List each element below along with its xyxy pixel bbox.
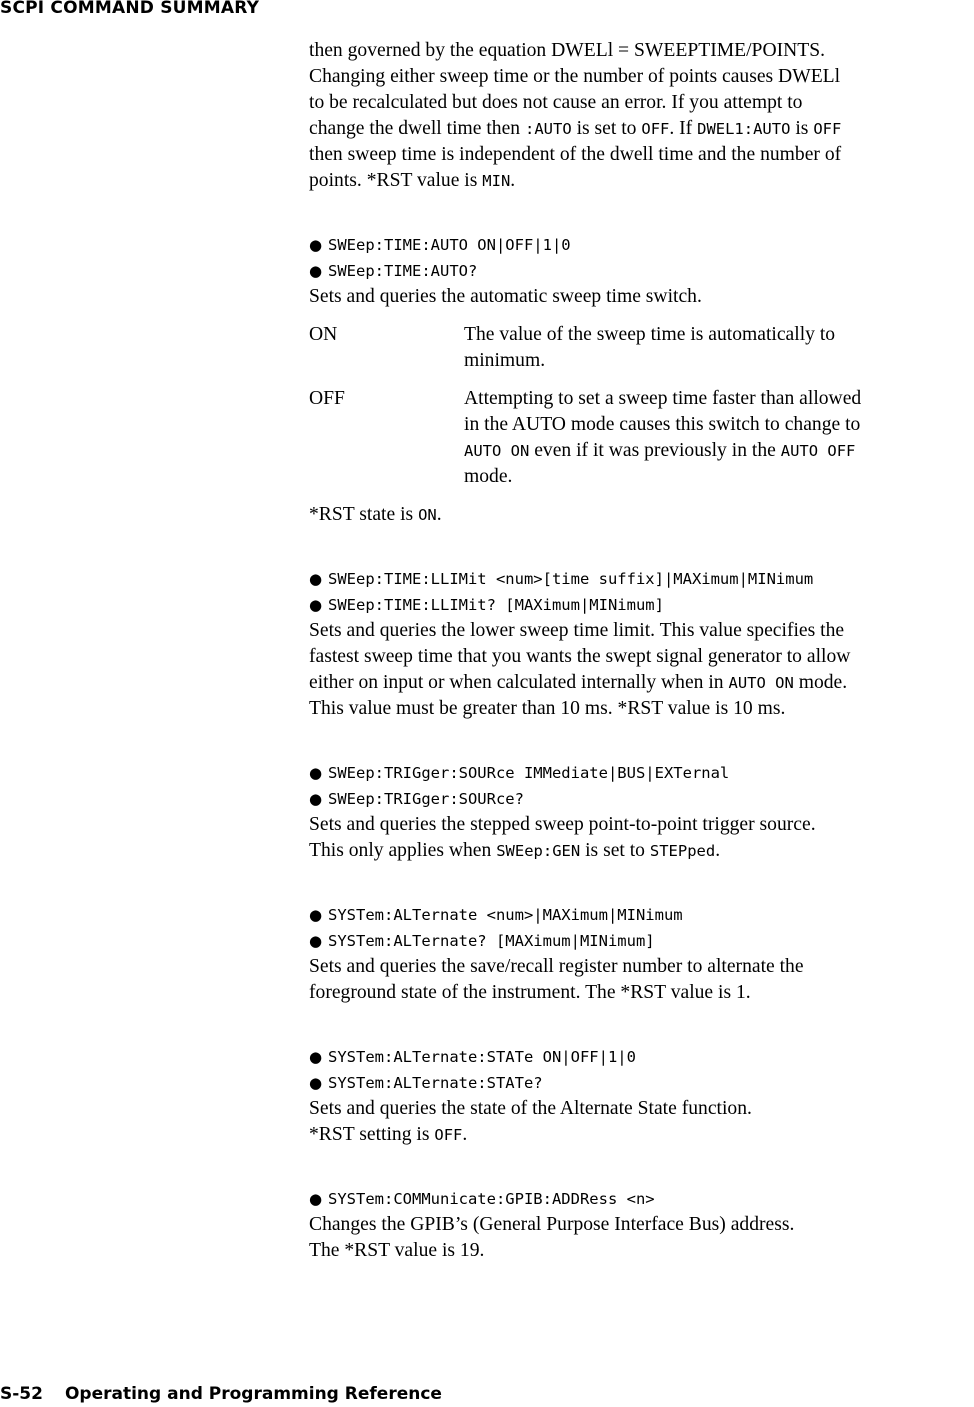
rst-line	[309, 502, 974, 528]
bullet-icon: ●	[309, 596, 323, 614]
text-line: minimum.	[464, 350, 546, 371]
section-system-gpib-address	[309, 1186, 974, 1264]
command-text: SYSTem:COMMunicate:GPIB:ADDRess <n>	[328, 1190, 655, 1208]
code-run: :AUTO	[525, 120, 572, 138]
command-text: SWEep:TIME:AUTO ON|OFF|1|0	[328, 236, 571, 254]
text-run: . If	[669, 118, 698, 139]
text-line	[309, 670, 974, 696]
command-line	[309, 1186, 974, 1212]
command-line	[309, 592, 974, 618]
code-run: MIN	[482, 172, 511, 190]
command-text: SWEep:TIME:AUTO?	[328, 262, 478, 280]
text-run: *RST state is	[309, 504, 419, 525]
description: Sets and queries the automatic sweep time switch.	[309, 286, 702, 307]
code-run: AUTO OFF	[780, 442, 856, 460]
section-system-alternate	[309, 902, 974, 1006]
command-line	[309, 566, 974, 592]
command-text: SWEep:TIME:LLIMit? [MAXimum|MINimum]	[328, 596, 664, 614]
text-run: mode.	[793, 672, 848, 693]
page-body	[309, 38, 974, 1264]
definition-term: ON	[309, 324, 338, 345]
text-run: is set to	[571, 118, 642, 139]
text-run: even if it was previously in the	[529, 440, 781, 461]
bullet-icon: ●	[309, 570, 323, 588]
text-line: foreground state of the instrument. The *RST value is 1.	[309, 982, 751, 1003]
text-run: .	[436, 504, 442, 525]
text-line: Changing either sweep time or the number of points causes DWELl	[309, 66, 841, 87]
text-line	[309, 1122, 974, 1148]
text-line: mode.	[464, 466, 513, 487]
text-run: points. *RST value is	[309, 170, 483, 191]
code-run: ON	[418, 506, 437, 524]
bullet-icon: ●	[309, 764, 323, 782]
command-text: SYSTem:ALTernate <num>|MAXimum|MINimum	[328, 906, 683, 924]
command-text: SWEep:TRIGger:SOURce?	[328, 790, 524, 808]
text-line: Attempting to set a sweep time faster than allowed	[464, 388, 862, 409]
text-line: then governed by the equation DWELl = SWEEPTIME/POINTS.	[309, 40, 826, 61]
bullet-icon: ●	[309, 932, 323, 950]
text-run: .	[510, 170, 516, 191]
command-line	[309, 258, 974, 284]
text-run: .	[715, 840, 721, 861]
text-line: Sets and queries the stepped sweep point-to-point trigger source.	[309, 814, 816, 835]
code-run: DWEL1:AUTO	[697, 120, 791, 138]
text-run: This only applies when	[309, 840, 497, 861]
command-line	[309, 786, 974, 812]
page-number: S-52	[0, 1384, 43, 1404]
text-run: change the dwell time then	[309, 118, 526, 139]
running-header: SCPI COMMAND SUMMARY	[0, 0, 260, 18]
section-sweep-trigger-source	[309, 760, 974, 864]
text-line	[464, 438, 974, 464]
section-sweep-time-llimit	[309, 566, 974, 722]
command-line	[309, 760, 974, 786]
command-text: SWEep:TRIGger:SOURce IMMediate|BUS|EXTernal	[328, 764, 730, 782]
bullet-icon: ●	[309, 1190, 323, 1208]
bullet-icon: ●	[309, 790, 323, 808]
code-run: OFF	[641, 120, 670, 138]
text-line: The value of the sweep time is automatically to	[464, 324, 836, 345]
text-line: The *RST value is 19.	[309, 1240, 485, 1261]
bullet-icon: ●	[309, 906, 323, 924]
text-line: then sweep time is independent of the dwell time and the number of	[309, 144, 842, 165]
text-run: *RST setting is	[309, 1124, 435, 1145]
code-run: OFF	[813, 120, 842, 138]
command-line	[309, 902, 974, 928]
text-line	[309, 838, 974, 864]
text-run: .	[462, 1124, 468, 1145]
text-line	[309, 116, 974, 142]
command-text: SYSTem:ALTernate:STATe?	[328, 1074, 543, 1092]
footer-title: Operating and Programming Reference	[64, 1384, 442, 1404]
text-run: is set to	[580, 840, 650, 861]
text-line: Sets and queries the lower sweep time limit. This value specifies the	[309, 620, 845, 641]
command-line	[309, 1044, 974, 1070]
bullet-icon: ●	[309, 1074, 323, 1092]
command-line	[309, 1070, 974, 1096]
intro-paragraph	[309, 38, 974, 194]
text-line: This value must be greater than 10 ms. *RST value is 10 ms.	[309, 698, 786, 719]
code-run: SWEep:GEN	[496, 842, 581, 860]
definition-term: OFF	[309, 388, 345, 409]
text-line: in the AUTO mode causes this switch to change to	[464, 414, 861, 435]
code-run: AUTO ON	[728, 674, 794, 692]
definition-desc	[464, 322, 974, 374]
definition-desc	[464, 386, 974, 490]
running-footer	[0, 1384, 442, 1404]
command-line	[309, 928, 974, 954]
bullet-icon: ●	[309, 1048, 323, 1066]
text-line: to be recalculated but does not cause an error. If you attempt to	[309, 92, 803, 113]
text-run: is	[790, 118, 814, 139]
command-text: SWEep:TIME:LLIMit <num>[time suffix]|MAXimum|MINimum	[328, 570, 814, 588]
text-line: Sets and queries the save/recall register number to alternate the	[309, 956, 804, 977]
code-run: STEPped	[649, 842, 716, 860]
text-run: either on input or when calculated internally when in	[309, 672, 729, 693]
command-text: SYSTem:ALTernate? [MAXimum|MINimum]	[328, 932, 655, 950]
code-run: OFF	[434, 1126, 463, 1144]
definition-off	[309, 386, 974, 490]
text-line: Changes the GPIB’s (General Purpose Interface Bus) address.	[309, 1214, 795, 1235]
definition-on	[309, 322, 974, 374]
text-line: Sets and queries the state of the Alternate State function.	[309, 1098, 752, 1119]
code-run: AUTO ON	[464, 442, 530, 460]
text-line: fastest sweep time that you wants the swept signal generator to allow	[309, 646, 851, 667]
bullet-icon: ●	[309, 236, 323, 254]
section-sweep-time-auto	[309, 232, 974, 528]
command-text: SYSTem:ALTernate:STATe ON|OFF|1|0	[328, 1048, 636, 1066]
text-line	[309, 168, 974, 194]
section-system-alternate-state	[309, 1044, 974, 1148]
command-line	[309, 232, 974, 258]
bullet-icon: ●	[309, 262, 323, 280]
